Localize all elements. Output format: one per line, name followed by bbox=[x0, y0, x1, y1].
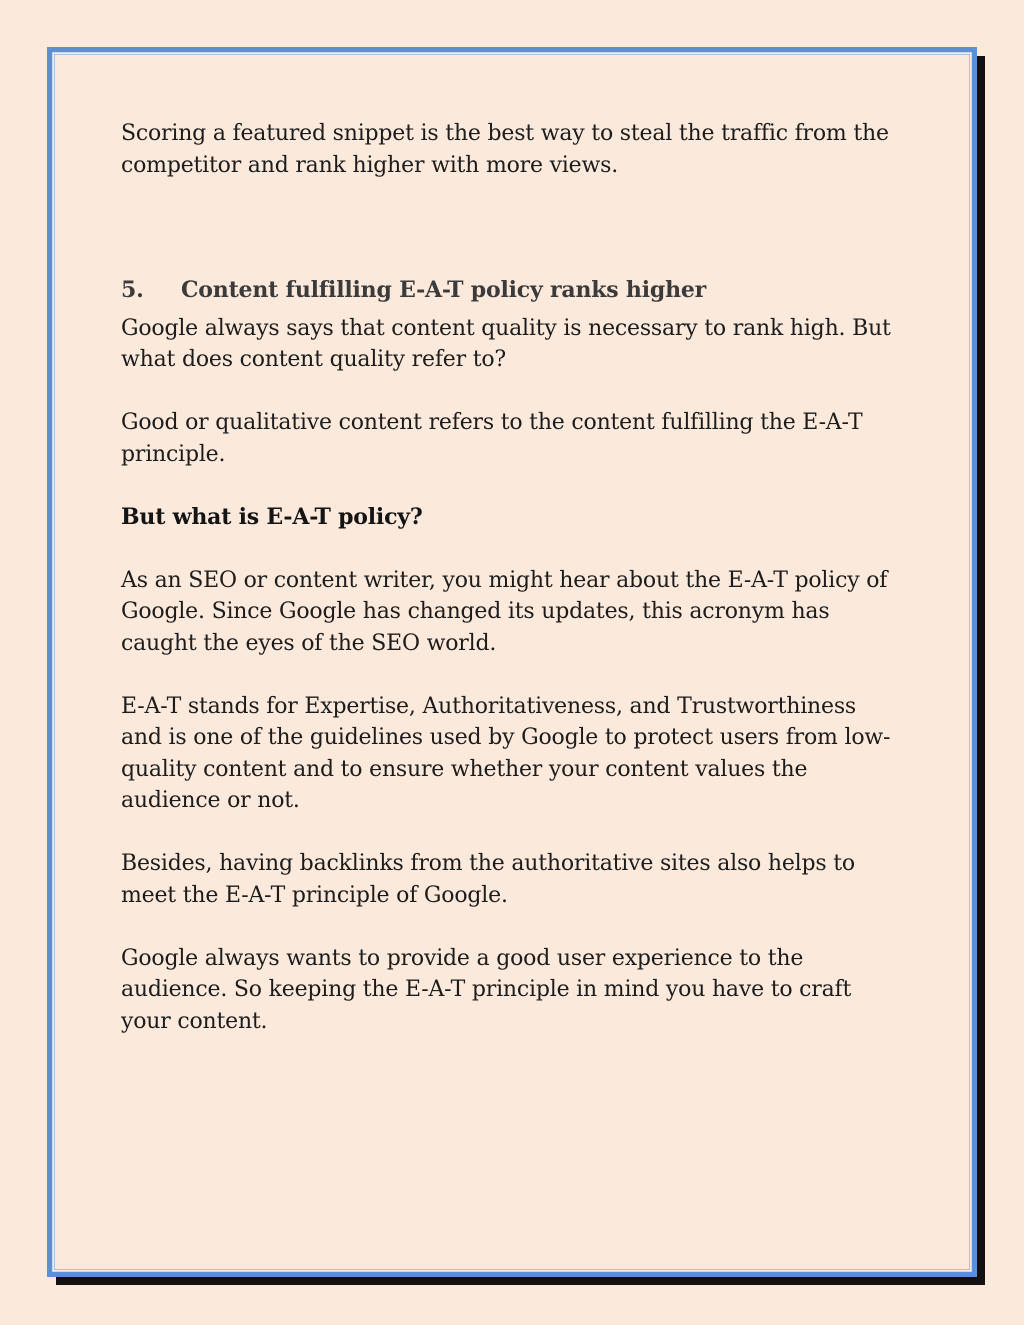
spacer bbox=[121, 533, 901, 565]
paragraph-eat-definition: E-A-T stands for Expertise, Authoritativeness, and Trustworthiness and is one of the guidelines used by Google to protect users from low-quality content and to ensure whether your content values the audience or not. bbox=[121, 693, 891, 813]
spacer bbox=[121, 181, 901, 275]
section-number: 5. bbox=[121, 277, 144, 303]
intro-paragraph: Scoring a featured snippet is the best way to steal the traffic from the competitor and rank higher with more views. bbox=[121, 121, 889, 178]
spacer bbox=[121, 659, 901, 691]
paragraph-user-experience: Google always wants to provide a good user experience to the audience. So keeping the E-A-T principle in mind you have to craft your content. bbox=[121, 945, 852, 1034]
spacer bbox=[121, 376, 901, 408]
document-body bbox=[121, 118, 901, 1037]
paragraph-seo-writer: As an SEO or content writer, you might hear about the E-A-T policy of Google. Since Google has changed its updates, this acronym has caught the eyes of the SEO world. bbox=[121, 567, 888, 656]
spacer bbox=[121, 470, 901, 502]
section-title: Content fulfilling E-A-T policy ranks higher bbox=[181, 277, 707, 303]
subheading-eat-policy: But what is E-A-T policy? bbox=[121, 503, 423, 530]
paragraph-qualitative-content: Good or qualitative content refers to the content fulfilling the E-A-T principle. bbox=[121, 410, 863, 467]
spacer bbox=[121, 817, 901, 849]
section-heading bbox=[121, 275, 901, 307]
paragraph-backlinks: Besides, having backlinks from the authoritative sites also helps to meet the E-A-T principle of Google. bbox=[121, 851, 855, 908]
spacer bbox=[121, 911, 901, 943]
paragraph-content-quality: Google always says that content quality is necessary to rank high. But what does content quality refer to? bbox=[121, 315, 891, 372]
